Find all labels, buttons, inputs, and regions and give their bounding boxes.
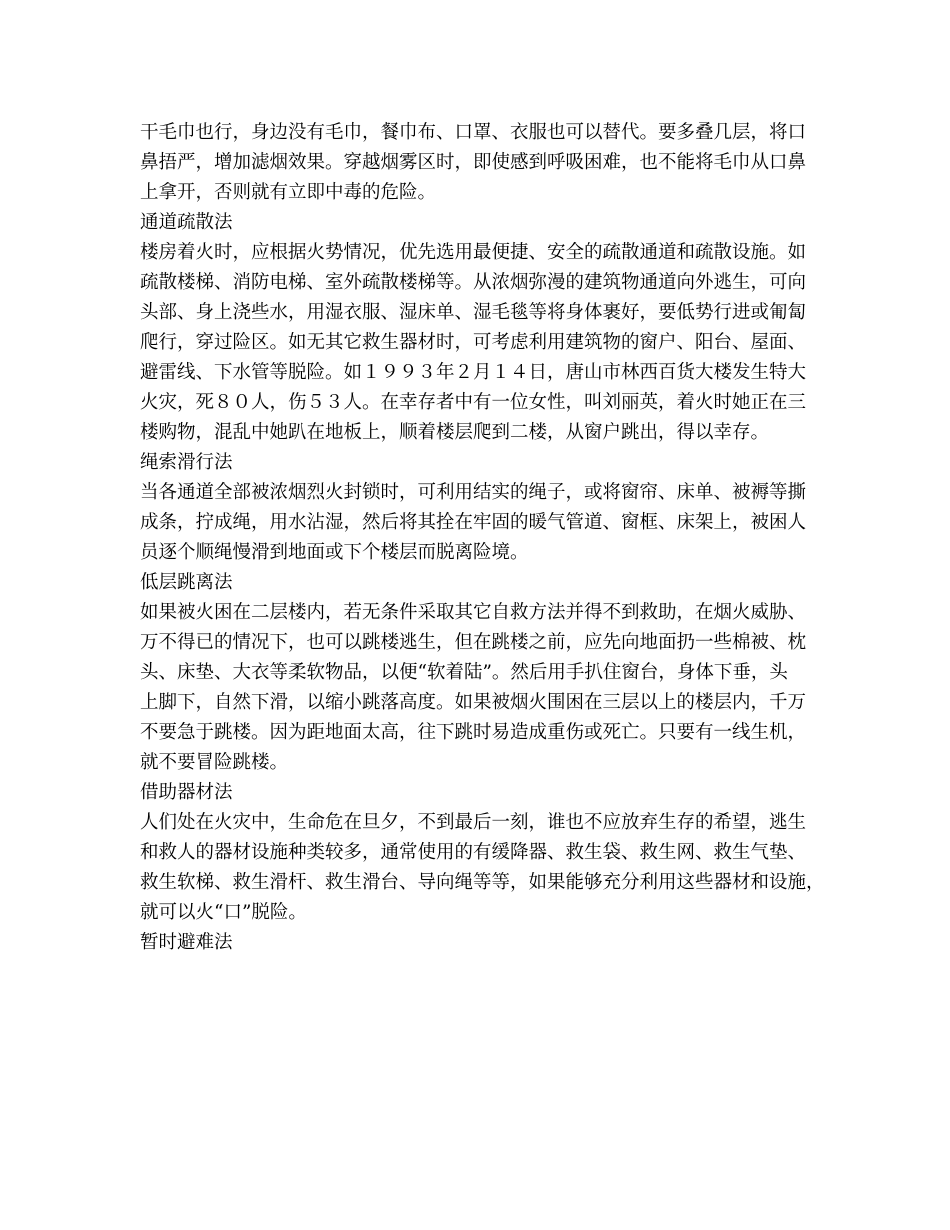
text-line: 上脚下，自然下滑，以缩小跳落高度。如果被烟火围困在三层以上的楼层内，千万 [140,692,807,713]
text-line: 头、床垫、大衣等柔软物品，以便“软着陆”。然后用手扒住窗台，身体下垂，头 [140,662,788,683]
text-line: 楼购物，混乱中她趴在地板上，顺着楼层爬到二楼，从窗户跳出，得以幸存。 [140,422,770,443]
document-page [140,118,825,958]
text-line: 和救人的器材设施种类较多，通常使用的有缓降器、救生袋、救生网、救生气垫、 [140,842,807,863]
text-line: 上拿开，否则就有立即中毒的危险。 [140,182,437,203]
paragraph-wet-towel [140,118,820,208]
text-line: 楼房着火时，应根据火势情况，优先选用最便捷、安全的疏散通道和疏散设施。如 [140,242,807,263]
text-line: 疏散楼梯、消防电梯、室外疏散楼梯等。从浓烟弥漫的建筑物通道向外逃生，可向 [140,272,807,293]
text-line: 员逐个顺绳慢滑到地面或下个楼层而脱离险境。 [140,542,529,563]
text-line: 如果被火困在二层楼内，若无条件采取其它自救方法并得不到救助，在烟火威胁、 [140,602,807,623]
text-line: 成条，拧成绳，用水沾湿，然后将其拴在牢固的暖气管道、窗框、床架上，被困人 [140,512,807,533]
text-line: 不要急于跳楼。因为距地面太高，往下跳时易造成重伤或死亡。只要有一线生机， [140,722,807,743]
text-line: 救生软梯、救生滑杆、救生滑台、导向绳等等，如果能够充分利用这些器材和设施， [140,872,825,893]
section-heading-equipment-aid: 借助器材法 [140,782,233,803]
section-heading-low-floor-jump: 低层跳离法 [140,572,233,593]
text-line: 火灾，死８０人，伤５３人。在幸存者中有一位女性，叫刘丽英，着火时她正在三 [140,392,807,413]
section-heading-rope-sliding: 绳索滑行法 [140,452,233,473]
text-line: 避雷线、下水管等脱险。如１９９３年２月１４日，唐山市林西百货大楼发生特大 [140,362,807,383]
text-line: 鼻捂严，增加滤烟效果。穿越烟雾区时，即使感到呼吸困难，也不能将毛巾从口鼻 [140,152,807,173]
section-heading-temporary-refuge: 暂时避难法 [140,932,233,953]
text-line: 就可以火“口”脱险。 [140,902,307,923]
paragraph-channel-evacuation [140,238,820,448]
text-line: 当各通道全部被浓烟烈火封锁时，可利用结实的绳子，或将窗帘、床单、被褥等撕 [140,482,807,503]
text-line: 爬行，穿过险区。如无其它救生器材时，可考虑利用建筑物的窗户、阳台、屋面、 [140,332,807,353]
text-line: 干毛巾也行，身边没有毛巾，餐巾布、口罩、衣服也可以替代。要多叠几层，将口 [140,122,807,143]
section-heading-channel-evacuation: 通道疏散法 [140,212,233,233]
text-line: 万不得已的情况下，也可以跳楼逃生，但在跳楼之前，应先向地面扔一些棉被、枕 [140,632,807,653]
text-line: 头部、身上浇些水，用湿衣服、湿床单、湿毛毯等将身体裹好，要低势行进或匍匐 [140,302,807,323]
text-line: 就不要冒险跳楼。 [140,752,289,773]
paragraph-equipment-aid [140,808,825,928]
paragraph-low-floor-jump [140,598,820,778]
text-line: 人们处在火灾中，生命危在旦夕，不到最后一刻，谁也不应放弃生存的希望，逃生 [140,812,807,833]
paragraph-rope-sliding [140,478,820,568]
